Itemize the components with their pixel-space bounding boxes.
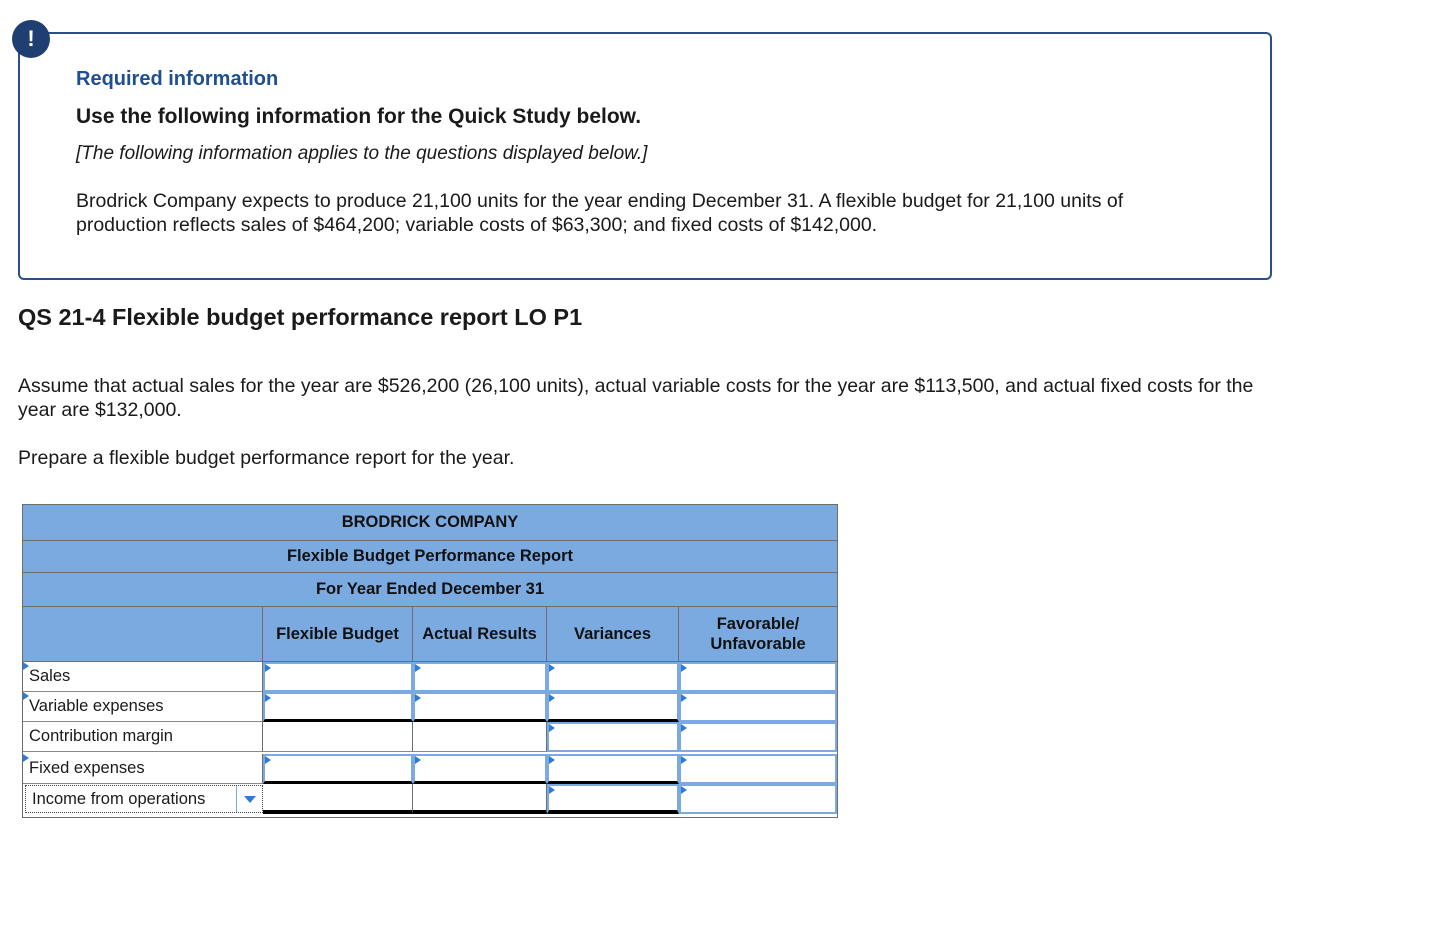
label-column-header (23, 607, 263, 662)
row-label-contribution-margin: Contribution margin (23, 722, 263, 752)
assume-paragraph: Assume that actual sales for the year are $526,200 (26,100 units), actual variable costs for the year are $113,500, and actual fixed costs for the year are $132,000. (18, 375, 1254, 421)
input-marker-icon (681, 664, 687, 672)
input-marker-icon (681, 694, 687, 702)
fixed-favorable-select[interactable] (679, 754, 837, 784)
income-favorable-select[interactable] (679, 784, 837, 814)
input-marker-icon (549, 664, 555, 672)
input-marker-icon (549, 786, 555, 794)
input-marker-icon (681, 786, 687, 794)
input-marker-icon (681, 756, 687, 764)
variable-variances-input[interactable] (547, 692, 679, 722)
company-info-paragraph: Brodrick Company expects to produce 21,100 units for the year ending December 31. A flexible budget for 21,100 units of production reflects sales of $464,200; variable costs of $63,300; and fixed costs of $142,000. (76, 190, 1124, 236)
contribution-variances-input[interactable] (547, 722, 679, 752)
income-flexible-budget-cell (263, 784, 413, 814)
input-marker-icon (415, 664, 421, 672)
chevron-down-icon (244, 796, 256, 803)
sales-favorable-select[interactable] (679, 662, 837, 692)
input-marker-icon (681, 724, 687, 732)
report-title-header: Flexible Budget Performance Report (23, 541, 837, 573)
question-title: QS 21-4 Flexible budget performance report LO P1 (18, 304, 583, 330)
fixed-actual-results-input[interactable] (413, 754, 547, 784)
exclamation-icon: ! (12, 20, 50, 58)
input-marker-icon (549, 756, 555, 764)
input-marker-icon (23, 754, 29, 762)
column-header-favorable-unfavorable: Favorable/ Unfavorable (679, 607, 837, 662)
input-marker-icon (549, 724, 555, 732)
performance-report-table (22, 504, 838, 818)
column-header-flexible-budget: Flexible Budget (263, 607, 413, 662)
prepare-instruction: Prepare a flexible budget performance report for the year. (18, 447, 515, 469)
income-label-text: Income from operations (32, 789, 206, 808)
row-label-variable-expenses[interactable]: Variable expenses (23, 692, 263, 722)
input-marker-icon (23, 662, 29, 670)
variable-favorable-select[interactable] (679, 692, 837, 722)
input-marker-icon (23, 692, 29, 700)
column-header-variances: Variances (547, 607, 679, 662)
report-period-header: For Year Ended December 31 (23, 573, 837, 607)
input-marker-icon (415, 694, 421, 702)
use-following-heading: Use the following information for the Quick Study below. (76, 105, 642, 128)
variable-actual-results-input[interactable] (413, 692, 547, 722)
row-label-sales[interactable]: Sales (23, 662, 263, 692)
row-label-fixed-expenses[interactable]: Fixed expenses (23, 754, 263, 784)
required-information-box (18, 32, 1272, 280)
contribution-actual-results-cell (413, 722, 547, 752)
contribution-favorable-select[interactable] (679, 722, 837, 752)
fixed-variances-input[interactable] (547, 754, 679, 784)
input-marker-icon (265, 756, 271, 764)
income-actual-results-cell (413, 784, 547, 814)
input-marker-icon (265, 664, 271, 672)
input-marker-icon (415, 756, 421, 764)
applies-note: [The following information applies to the questions displayed below.] (76, 143, 648, 164)
column-header-actual-results: Actual Results (413, 607, 547, 662)
required-information-title: Required information (76, 68, 279, 90)
variable-flexible-budget-input[interactable] (263, 692, 413, 722)
sales-actual-results-input[interactable] (413, 662, 547, 692)
fixed-flexible-budget-input[interactable] (263, 754, 413, 784)
dropdown-button[interactable] (236, 786, 262, 812)
input-marker-icon (265, 694, 271, 702)
sales-flexible-budget-input[interactable] (263, 662, 413, 692)
income-variances-input[interactable] (547, 784, 679, 814)
company-name-header: BRODRICK COMPANY (23, 505, 837, 541)
income-label-dropdown[interactable] (25, 785, 263, 813)
contribution-flexible-budget-cell (263, 722, 413, 752)
input-marker-icon (549, 694, 555, 702)
sales-variances-input[interactable] (547, 662, 679, 692)
